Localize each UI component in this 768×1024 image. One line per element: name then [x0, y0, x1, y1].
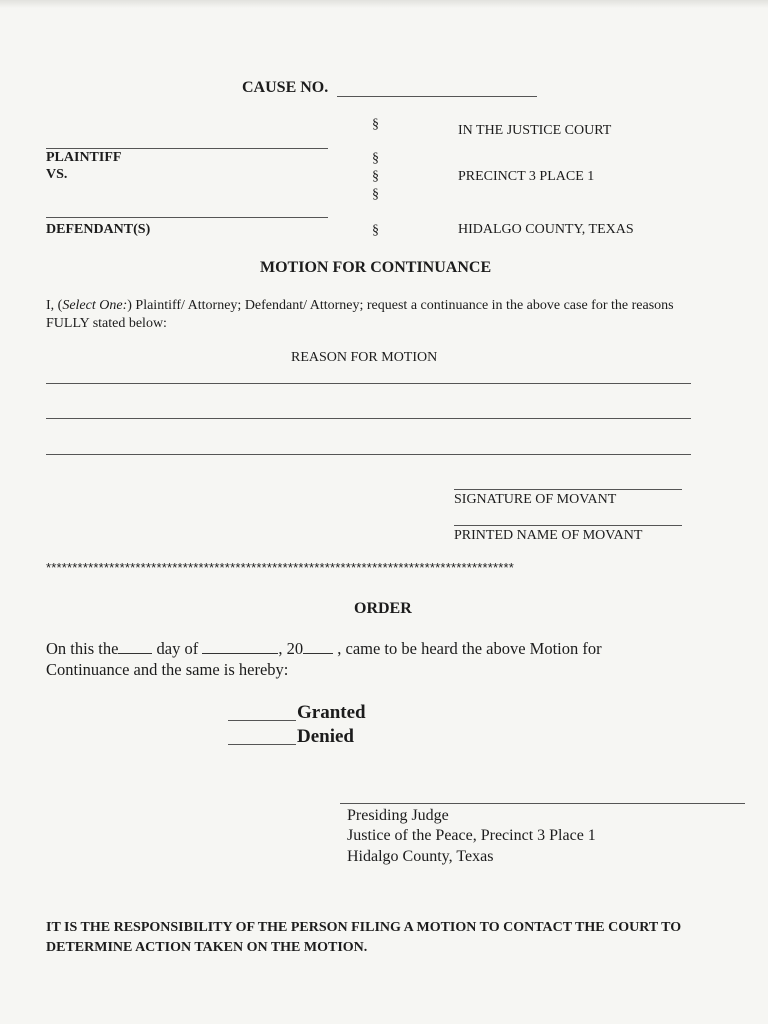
- defendant-label: DEFENDANT(S): [46, 222, 151, 237]
- intro-select-one: Select One:: [62, 298, 128, 313]
- plaintiff-name-field[interactable]: [46, 148, 328, 149]
- section-symbol: §: [372, 151, 379, 166]
- granted-label: Granted: [297, 702, 366, 723]
- footer-notice: IT IS THE RESPONSIBILITY OF THE PERSON FILING A MOTION TO CONTACT THE COURT TO DETERMINE ACTION TAKEN ON THE MOTION.: [46, 920, 682, 955]
- court-precinct: PRECINCT 3 PLACE 1: [458, 169, 595, 184]
- scan-edge-shadow: [0, 0, 768, 8]
- order-text-on-this-the: On this the: [46, 639, 119, 658]
- section-symbol: §: [372, 223, 379, 238]
- intro-prefix: I, (: [46, 298, 63, 313]
- reason-line-1[interactable]: [46, 383, 691, 384]
- reason-line-3[interactable]: [46, 454, 691, 455]
- separator-stars: *****************************************************************************************: [46, 560, 515, 575]
- order-text-rest: , came to be heard the above Motion for Continuance and the same is hereby:: [46, 639, 602, 679]
- section-symbol: §: [372, 117, 379, 132]
- reason-line-2[interactable]: [46, 418, 691, 419]
- section-symbol: §: [372, 187, 379, 202]
- defendant-name-field[interactable]: [46, 217, 328, 218]
- granted-checkline[interactable]: [228, 720, 296, 721]
- cause-no-field[interactable]: [337, 96, 537, 97]
- plaintiff-label: PLAINTIFF: [46, 150, 122, 165]
- order-year-field[interactable]: [303, 639, 333, 654]
- judge-court: Justice of the Peace, Precinct 3 Place 1: [347, 827, 596, 844]
- court-county: HIDALGO COUNTY, TEXAS: [458, 222, 634, 237]
- denied-checkline[interactable]: [228, 744, 296, 745]
- order-text: [46, 638, 666, 680]
- judge-title: Presiding Judge: [347, 807, 449, 824]
- order-title: ORDER: [354, 600, 412, 617]
- judge-signature-field[interactable]: [340, 803, 745, 804]
- printed-name-field[interactable]: [454, 525, 682, 526]
- order-day-field[interactable]: [118, 639, 152, 654]
- section-symbol: §: [372, 169, 379, 184]
- order-text-year-prefix: , 20: [278, 639, 304, 658]
- order-month-field[interactable]: [202, 639, 278, 654]
- intro-rest: ) Plaintiff/ Attorney; Defendant/ Attorney; request a continuance in the above case for the reasons FULLY stated below:: [46, 298, 674, 331]
- order-text-day-of: day of: [156, 639, 199, 658]
- cause-no-label: CAUSE NO.: [242, 79, 329, 96]
- judge-county: Hidalgo County, Texas: [347, 848, 494, 865]
- denied-label: Denied: [297, 726, 354, 747]
- motion-title: MOTION FOR CONTINUANCE: [260, 259, 492, 276]
- motion-intro: [46, 297, 706, 333]
- printed-name-label: PRINTED NAME OF MOVANT: [454, 528, 643, 543]
- vs-label: VS.: [46, 167, 68, 182]
- signature-field[interactable]: [454, 489, 682, 490]
- reason-heading: REASON FOR MOTION: [291, 350, 438, 365]
- court-name: IN THE JUSTICE COURT: [458, 123, 612, 138]
- signature-label: SIGNATURE OF MOVANT: [454, 492, 617, 507]
